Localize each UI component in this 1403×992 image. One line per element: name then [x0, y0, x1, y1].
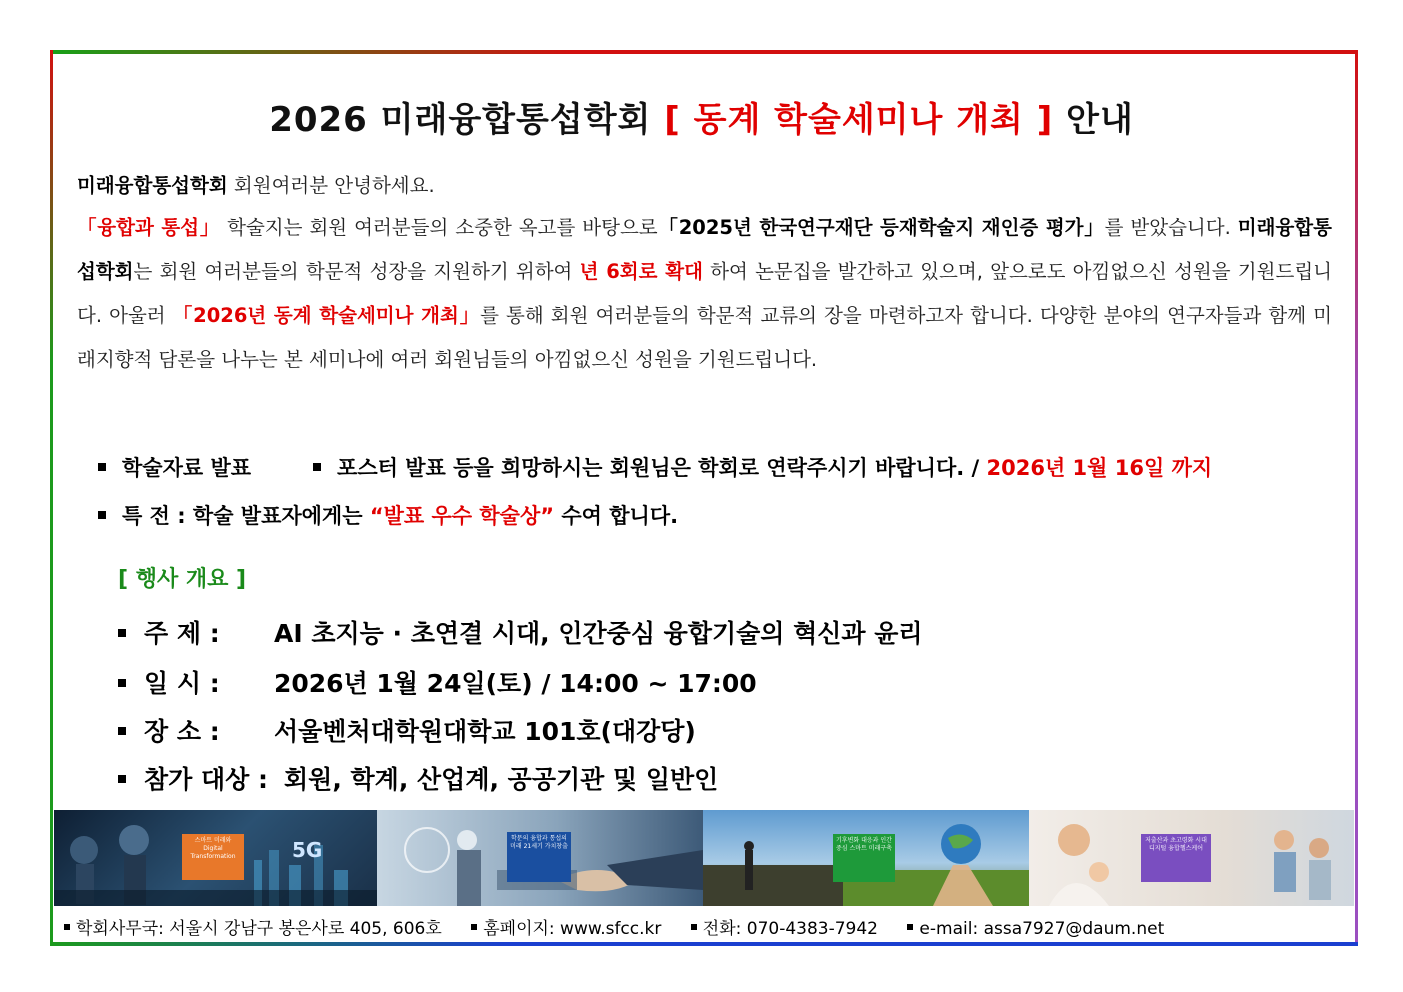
- square-bullet-icon: [691, 924, 697, 930]
- square-bullet-icon: [118, 775, 126, 783]
- intro-text-5: 를 통해 회원 여러분들의 학문적 교류의 장을 마련하고자 합니다. 다양한 분야의 연구자들과 함께 미래지향적 담론을 나누는 본 세미나에 여러 회원님들의 아낌없으신 성원을 기원드립니다.: [77, 304, 1332, 371]
- info-venue: [118, 712, 696, 748]
- square-bullet-icon: [118, 679, 126, 687]
- square-bullet-icon: [98, 511, 106, 519]
- journal-name: 「융합과 통섭」: [77, 216, 221, 239]
- contact-request-text: 등을 희망하시는 회원님은 학회로 연락주시기 바랍니다.: [445, 456, 965, 480]
- intro-text-1: 학술지는 회원 여러분들의 소중한 옥고를 바탕으로: [220, 216, 658, 239]
- photo-smart-future: [54, 810, 377, 906]
- award-label: 특 전 : 학술 발표자에게는: [122, 504, 370, 528]
- info-value: 회원, 학계, 산업계, 공공기관 및 일반인: [284, 765, 719, 794]
- info-value: 서울벤처대학원대학교 101호(대강당): [274, 717, 696, 746]
- evaluation-name: 「2025년 한국연구재단 등재학술지 재인증 평가」: [657, 216, 1105, 239]
- square-bullet-icon: [98, 463, 106, 471]
- greeting-text: 회원여러분 안녕하세요.: [227, 174, 435, 197]
- intro-paragraph: [77, 206, 1332, 382]
- info-value: AI 초지능 · 초연결 시대, 인간중심 융합기술의 혁신과 윤리: [274, 619, 923, 648]
- footer-contact-bar: [64, 914, 1344, 939]
- intro-text-4: 하여 논문집을 발간하고 있으며, 앞으로도 아낌없으신 성원을 기원드립니다. 아울러: [77, 260, 1332, 327]
- info-value: 2026년 1월 24일(토) / 14:00 ~ 17:00: [274, 669, 757, 698]
- page-title: [0, 92, 1403, 141]
- square-bullet-icon: [313, 463, 321, 471]
- photo-climate-change: [703, 810, 1029, 906]
- award-suffix: 수여 합니다.: [554, 504, 679, 528]
- intro-text-2: 를 받았습니다.: [1104, 216, 1238, 239]
- society-name: 미래융합통섭학회: [77, 174, 228, 197]
- bullet-presentation-request: [98, 452, 1212, 482]
- square-bullet-icon: [64, 924, 70, 930]
- society-name-2: 미래융합통섭학회: [77, 216, 1332, 283]
- email-link[interactable]: e-mail: assa7927@daum.net: [919, 919, 1165, 939]
- title-suffix: 안내: [1053, 100, 1134, 140]
- info-label: 참가 대상 :: [144, 765, 269, 794]
- title-prefix: 2026 미래융합통섭학회: [269, 100, 665, 140]
- deadline-separator: /: [964, 456, 987, 480]
- academic-presentation-label: 학술자료 발표: [122, 456, 252, 480]
- square-bullet-icon: [118, 629, 126, 637]
- square-bullet-icon: [471, 924, 477, 930]
- info-label: 일 시 :: [144, 669, 220, 698]
- award-name: “발표 우수 학술상”: [369, 504, 555, 528]
- info-topic: [118, 614, 923, 650]
- info-datetime: [118, 664, 757, 700]
- overview-heading: [ 행사 개요 ]: [118, 567, 247, 592]
- greeting-line: [77, 164, 1332, 208]
- photo-digital-healthcare: [1029, 810, 1354, 906]
- homepage-link[interactable]: 홈페이지: www.sfcc.kr: [483, 919, 662, 939]
- seminar-highlight: 「2026년 동계 학술세미나 개최」: [172, 304, 481, 327]
- square-bullet-icon: [907, 924, 913, 930]
- poster-presentation-label: 포스터 발표: [337, 456, 446, 480]
- intro-text-3: 는 회원 여러분들의 학문적 성장을 지원하기 위하여: [133, 260, 580, 283]
- photo-caption: 학문의 융합과 통섭의 미래 21세기 가치창출: [507, 832, 571, 882]
- photo-caption: 스마트 미래와 Digital Transformation: [182, 834, 244, 880]
- photo-caption: 기후변화 대응과 인간중심 스마트 미래구축: [833, 834, 895, 882]
- info-label: 장 소 :: [144, 717, 220, 746]
- expansion-highlight: 년 6회로 확대: [579, 260, 703, 283]
- title-highlight: [ 동계 학술세미나 개최 ]: [664, 100, 1054, 140]
- 5g-badge: 5G: [292, 838, 323, 862]
- photo-caption: 저출산과 초고령화 시대 디지털 융합헬스케어: [1141, 834, 1211, 882]
- banner-photo-strip: [54, 810, 1354, 906]
- office-address: 학회사무국: 서울시 강남구 봉은사로 405, 606호: [76, 919, 442, 939]
- bullet-award: [98, 500, 678, 530]
- info-audience: [118, 760, 718, 796]
- phone-number: 전화: 070-4383-7942: [702, 919, 879, 939]
- deadline-date: 2026년 1월 16일 까지: [986, 456, 1213, 480]
- photo-academic-convergence: [377, 810, 703, 906]
- info-label: 주 제 :: [144, 619, 220, 648]
- square-bullet-icon: [118, 727, 126, 735]
